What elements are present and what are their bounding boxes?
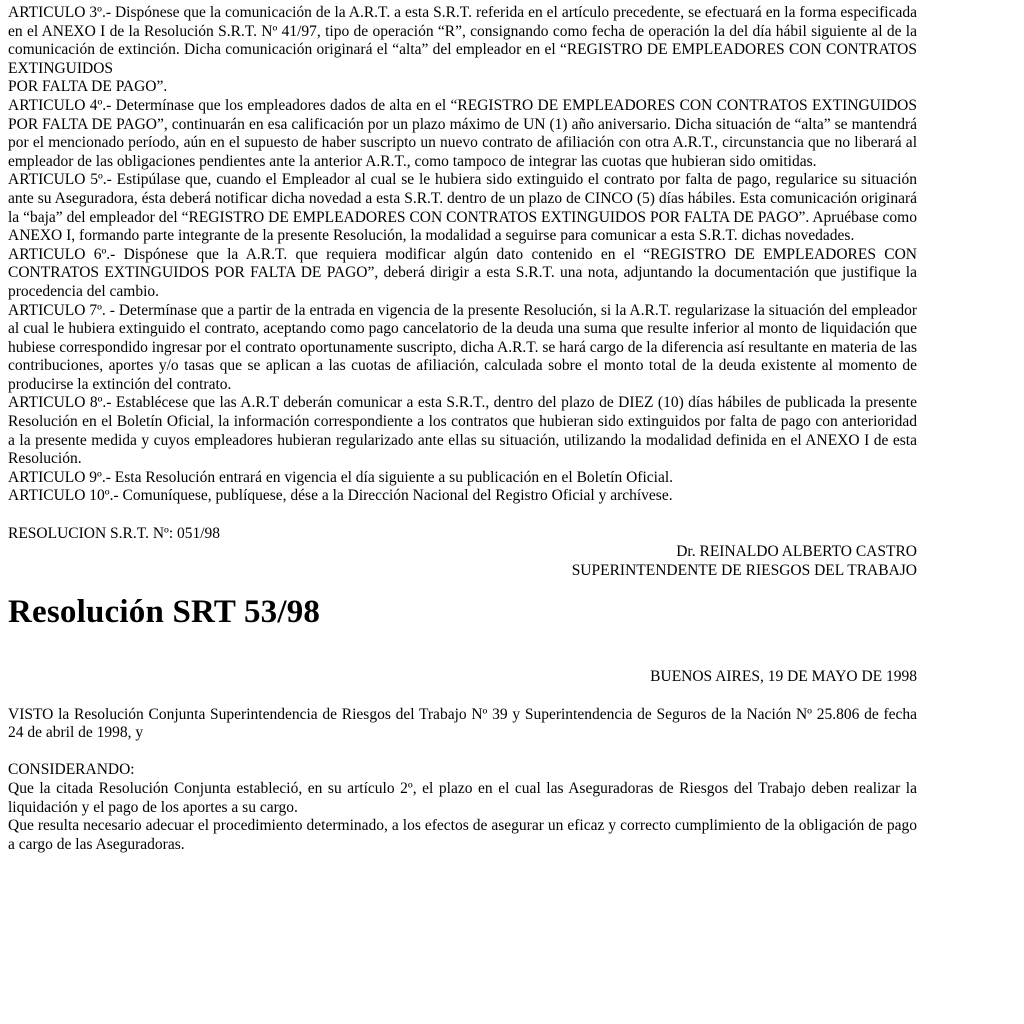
article-6: ARTICULO 6º.- Dispónese que la A.R.T. que requiera modificar algún dato contenido en el “REGISTRO DE EMPLEADORES CON CONTRATOS EXTINGUIDOS POR FALTA DE PAGO”, deberá dirigir a esta S.R.T. una nota, adjuntando la documentación que justifique la procedencia del cambio. (8, 245, 917, 300)
place-date: BUENOS AIRES, 19 DE MAYO DE 1998 (650, 668, 917, 686)
resolution-heading: Resolución SRT 53/98 (8, 594, 321, 631)
article-3-tail: POR FALTA DE PAGO”. (8, 78, 168, 96)
signer-title: SUPERINTENDENTE DE RIESGOS DEL TRABAJO (571, 561, 917, 579)
visto-paragraph: VISTO la Resolución Conjunta Superintendencia de Riesgos del Trabajo Nº 39 y Superintendencia de Seguros de la Nación Nº 25.806 de fecha 24 de abril de 1998, y (8, 705, 917, 742)
spacer (8, 632, 917, 668)
resolution-number: RESOLUCION S.R.T. Nº: 051/98 (8, 524, 221, 542)
article-5: ARTICULO 5º.- Estipúlase que, cuando el Empleador al cual se le hubiera sido extinguido el contrato por falta de pago, regularice su situación ante su Aseguradora, ésta deberá notificar dicha novedad a esta S.R.T. dentro de un plazo de CINCO (5) días hábiles. Esta comunicación originará la “baja” del empleador del “REGISTRO DE EMPLEADORES CON CONTRATOS EXTINGUIDOS POR FALTA DE PAGO”. Apruébase como ANEXO I, formando parte integrante de la presente Resolución, la modalidad a seguirse para comunicar a esta S.R.T. dichas novedades. (8, 171, 917, 245)
spacer (8, 687, 917, 706)
considerando-2: Que resulta necesario adecuar el procedimiento determinado, a los efectos de asegurar un eficaz y correcto cumplimiento de la obligación de pago a cargo de las Aseguradoras. (8, 817, 917, 853)
signer-name: Dr. REINALDO ALBERTO CASTRO (676, 543, 917, 561)
spacer (8, 506, 917, 525)
article-3: ARTICULO 3º.- Dispónese que la comunicación de la A.R.T. a esta S.R.T. referida en el artículo precedente, se efectuará en la forma especificada en el ANEXO I de la Resolución S.R.T. Nº 41/97, tipo de operación “R”, consignando como fecha de operación la del día hábil siguiente al de la comunicación de extinción. Dicha comunicación originará el “alta” del empleador en el “REGISTRO DE EMPLEADORES CON CONTRATOS EXTINGUIDOS (8, 4, 917, 77)
spacer (8, 743, 917, 762)
considerando-1: Que la citada Resolución Conjunta estableció, en su artículo 2º, el plazo en el cual las Aseguradoras de Riesgos del Trabajo deben realizar la liquidación y el pago de los aportes a su cargo. (8, 779, 917, 816)
article-4: ARTICULO 4º.- Determínase que los empleadores dados de alta en el “REGISTRO DE EMPLEADORES CON CONTRATOS EXTINGUIDOS POR FALTA DE PAGO”, continuarán en esa calificación por un plazo máximo de UN (1) año aniversario. Dicha situación de “alta” se mantendrá por el mencionado período, aún en el supuesto de haber suscripto un nuevo contrato de afiliación con otra A.R.T., circunstancia que no liberará al empleador de las obligaciones pendientes ante la anterior A.R.T., como tampoco de integrar las cuotas que hubieran sido omitidas. (8, 96, 917, 170)
article-8: ARTICULO 8º.- Establécese que las A.R.T deberán comunicar a esta S.R.T., dentro del plazo de DIEZ (10) días hábiles de publicada la presente Resolución en el Boletín Oficial, la información correspondiente a los contratos que hubieran sido extinguidos por falta de pago con anterioridad a la presente medida y cuyos empleadores hubieran regularizado ante ellas su situación, utilizando la modalidad definida en el ANEXO I de esta Resolución. (8, 394, 917, 468)
considerando-label: CONSIDERANDO: (8, 761, 135, 779)
article-7: ARTICULO 7º. - Determínase que a partir de la entrada en vigencia de la presente Resolución, si la A.R.T. regularizase la situación del empleador al cual le hubiera extinguido el contrato, aceptando como pago cancelatorio de la deuda una suma que resulte inferior al monto de liquidación que hubiese correspondido ingresar por el contrato oportunamente suscripto, dicha A.R.T. se hará cargo de la diferencia así resultante en materia de las contribuciones, aportes y/o tasas que se aplican a las cuotas de afiliación, calculada sobre el monto total de la deuda existente al momento de producirse la extinción del contrato. (8, 301, 917, 393)
article-10: ARTICULO 10º.- Comuníquese, publíquese, dése a la Dirección Nacional del Registro Oficial y archívese. (8, 487, 673, 505)
article-9: ARTICULO 9º.- Esta Resolución entrará en vigencia el día siguiente a su publicación en el Boletín Oficial. (8, 468, 674, 486)
